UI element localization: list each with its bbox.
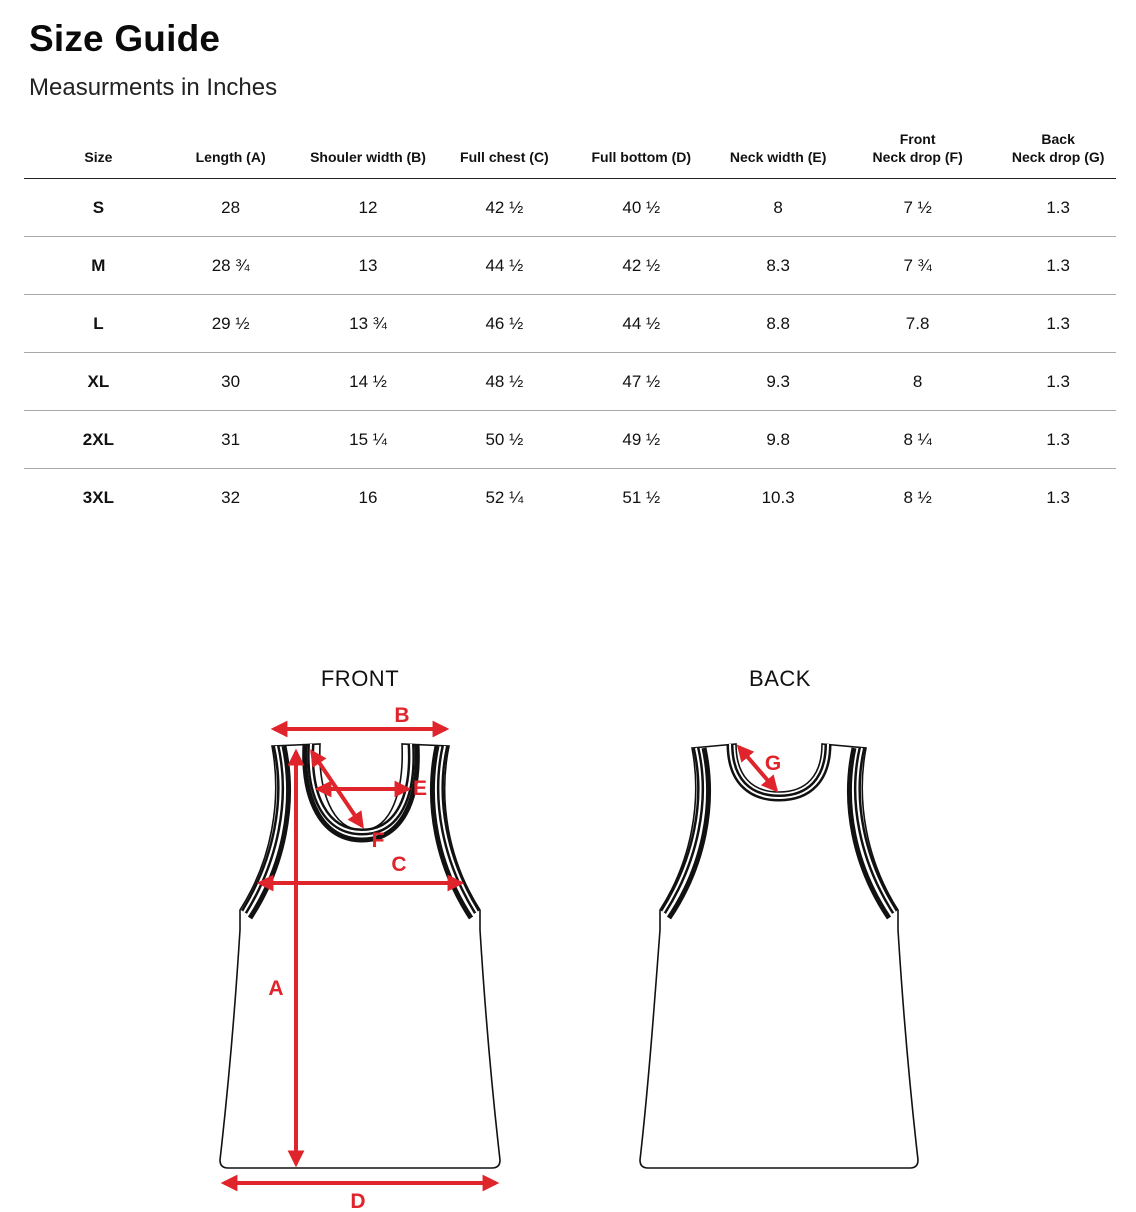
cell-size: M (24, 237, 173, 295)
cell-back-neck-drop: 1.3 (1046, 487, 1070, 507)
cell-back-neck-drop: 1.3 (1000, 237, 1116, 295)
cell-neck-width: 10.3 (761, 487, 795, 507)
cell-shoulder-width: 14 ½ (288, 353, 447, 411)
cell-neck-width: 9.3 (721, 353, 835, 411)
cell-length: 30 (173, 353, 289, 411)
cell-back-neck-drop: 1.3 (1000, 353, 1116, 411)
front-tank-outline (220, 744, 500, 1168)
cell-shoulder-width: 12 (288, 179, 447, 237)
header-full-chest: Full chest (C) (448, 126, 562, 179)
cell-size: 2XL (24, 411, 173, 469)
cell-full-bottom: 47 ½ (561, 353, 721, 411)
back-tank-outline (640, 744, 918, 1168)
cell-front-neck-drop: 8 ½ (903, 487, 932, 507)
header-size: Size (24, 126, 173, 179)
cell-shoulder-width: 15 ¼ (288, 411, 447, 469)
header-full-bottom: Full bottom (D) (561, 126, 721, 179)
measure-a-label: A (268, 977, 284, 1000)
cell-full-bottom: 51 ½ (622, 487, 661, 507)
cell-size: L (24, 295, 173, 353)
measure-c-label: C (391, 853, 407, 876)
measure-d-label: D (350, 1190, 366, 1212)
cell-shoulder-width: 13 (288, 237, 447, 295)
cell-back-neck-drop: 1.3 (1000, 295, 1116, 353)
cell-shoulder-width: 13 ¾ (288, 295, 447, 353)
cell-full-chest: 48 ½ (448, 353, 562, 411)
cell-length: 28 (173, 179, 289, 237)
cell-full-chest: 42 ½ (448, 179, 562, 237)
cell-size: S (24, 179, 173, 237)
header-back-neck-drop: Back Neck drop (G) (1000, 126, 1116, 179)
cell-front-neck-drop: 7.8 (835, 295, 1000, 353)
header-shoulder-width: Shouler width (B) (288, 126, 447, 179)
cell-full-chest: 50 ½ (448, 411, 562, 469)
measure-e-label: E (412, 777, 428, 800)
back-label: BACK (749, 666, 811, 691)
measure-f-label: F (371, 829, 385, 852)
cell-full-bottom: 40 ½ (561, 179, 721, 237)
cell-front-neck-drop: 7 ¾ (835, 237, 1000, 295)
cell-length: 28 ¾ (173, 237, 289, 295)
header-neck-width: Neck width (E) (721, 126, 835, 179)
measure-g-label: G (764, 752, 782, 775)
cell-front-neck-drop: 7 ½ (835, 179, 1000, 237)
cell-length: 29 ½ (173, 295, 289, 353)
front-label: FRONT (320, 666, 400, 691)
cell-neck-width: 9.8 (721, 411, 835, 469)
cell-full-bottom: 44 ½ (561, 295, 721, 353)
cell-length: 32 (221, 487, 241, 507)
page-subtitle: Measurments in Inches (29, 74, 278, 101)
page-title: Size Guide (29, 18, 221, 59)
cell-back-neck-drop: 1.3 (1000, 411, 1116, 469)
cell-neck-width: 8.3 (721, 237, 835, 295)
cell-full-bottom: 42 ½ (561, 237, 721, 295)
cell-back-neck-drop: 1.3 (1000, 179, 1116, 237)
cell-front-neck-drop: 8 (835, 353, 1000, 411)
measure-b-label: B (394, 704, 410, 727)
cell-front-neck-drop: 8 ¼ (835, 411, 1000, 469)
cell-full-chest: 52 ¼ (485, 487, 524, 507)
cell-neck-width: 8.8 (721, 295, 835, 353)
header-length: Length (A) (173, 126, 289, 179)
cell-full-bottom: 49 ½ (561, 411, 721, 469)
header-front-neck-drop: Front Neck drop (F) (835, 126, 1000, 179)
cell-size: 3XL (82, 487, 114, 507)
cell-length: 31 (173, 411, 289, 469)
cell-neck-width: 8 (721, 179, 835, 237)
cell-size: XL (24, 353, 173, 411)
cell-full-chest: 46 ½ (448, 295, 562, 353)
cell-full-chest: 44 ½ (448, 237, 562, 295)
cell-shoulder-width: 16 (358, 487, 378, 507)
